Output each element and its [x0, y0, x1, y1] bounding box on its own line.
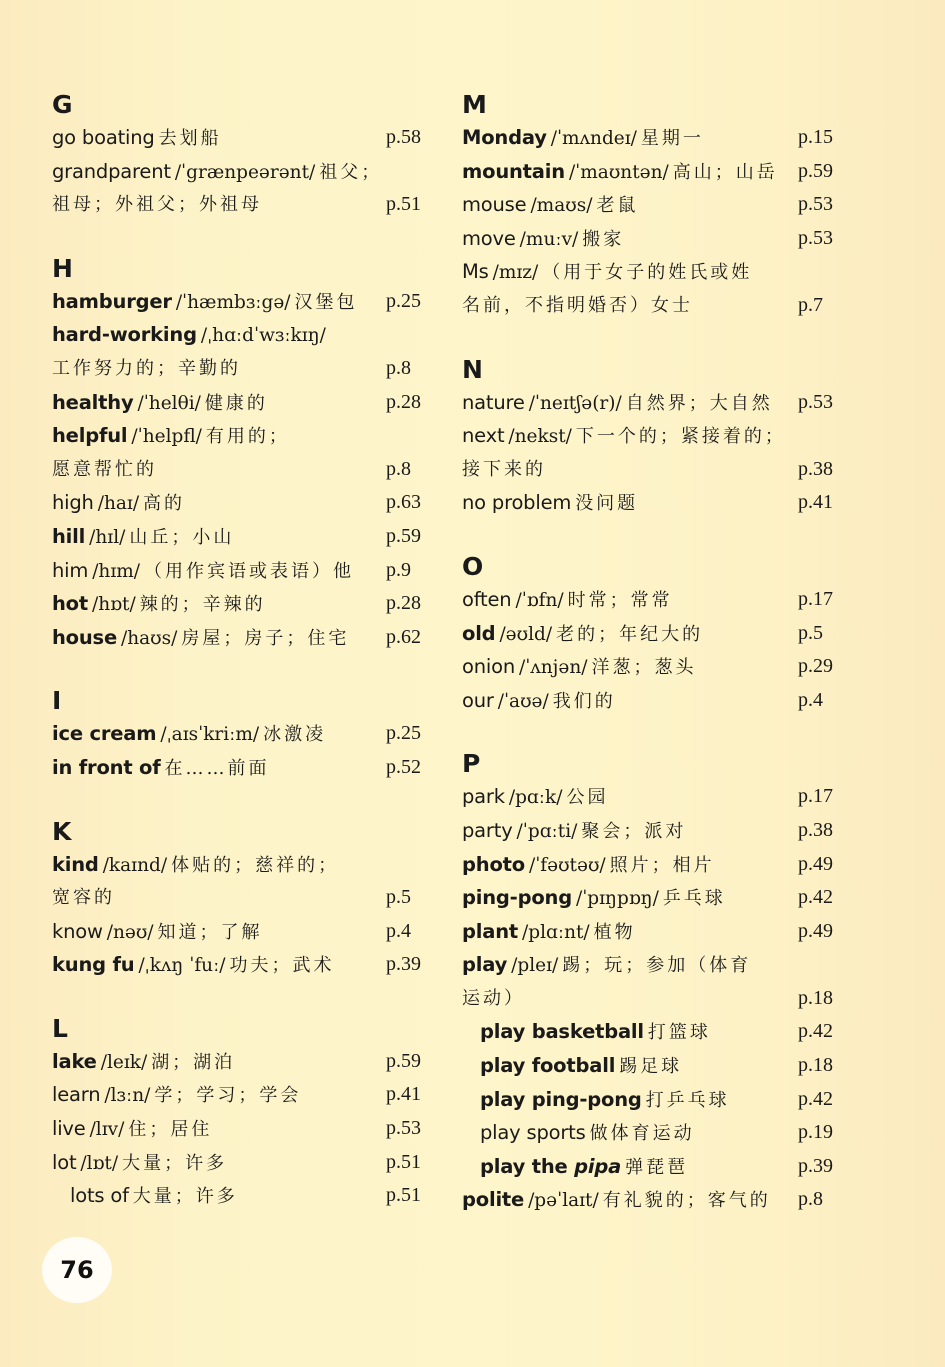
entry-chinese-meaning: 打乒乓球 — [645, 1089, 730, 1111]
entry-phonetic: /ˌhɑːdˈwɜːkɪŋ/ — [200, 325, 326, 347]
glossary-entry — [462, 1083, 842, 1117]
glossary-entry-continuation — [52, 352, 430, 386]
entry-chinese-meaning: 学；学习；学会 — [154, 1085, 302, 1107]
entry-chinese-meaning: 聚会；派对 — [581, 820, 687, 842]
entry-word-italic: pipa — [574, 1154, 622, 1178]
entry-page-ref: p.18 — [798, 986, 833, 1009]
glossary-entry — [52, 285, 430, 319]
entry-chinese-meaning: 有礼貌的；客气的 — [602, 1190, 771, 1212]
entry-page-ref: p.28 — [386, 390, 421, 413]
entry-page-ref: p.38 — [798, 818, 833, 841]
glossary-entry — [462, 650, 842, 684]
entry-phonetic: /hɒt/ — [92, 594, 136, 616]
glossary-entry — [462, 948, 842, 982]
entry-page-ref: p.41 — [386, 1083, 421, 1106]
entry-word: lot — [52, 1150, 77, 1174]
section-letter-heading: G — [52, 90, 73, 119]
entry-page-ref: p.7 — [798, 293, 823, 316]
glossary-entry — [52, 1078, 430, 1112]
entry-chinese-meaning: 在……前面 — [164, 757, 270, 779]
entry-page-ref: p.58 — [386, 126, 421, 148]
entry-phonetic: /pleɪ/ — [511, 955, 559, 977]
entry-chinese-meaning: 老的；年纪大的 — [556, 623, 704, 645]
glossary-entry — [52, 486, 430, 520]
glossary-right-column — [462, 88, 842, 1247]
entry-phonetic: /ˈpɑːti/ — [516, 820, 578, 842]
entry-chinese-meaning: 知道；了解 — [157, 921, 263, 943]
entry-word: polite — [462, 1188, 525, 1212]
entry-phonetic: /nəʊ/ — [106, 921, 154, 943]
entry-page-ref: p.8 — [386, 457, 411, 480]
glossary-entry — [52, 751, 430, 785]
page-number-badge — [42, 1237, 112, 1303]
entry-chinese-meaning: 大量；许多 — [122, 1152, 228, 1174]
entry-chinese-meaning: 做体育运动 — [589, 1123, 695, 1145]
entry-word: play basketball — [480, 1020, 644, 1044]
entry-phonetic: /ˈhelθi/ — [137, 392, 201, 414]
entry-page-ref: p.25 — [386, 289, 421, 312]
entry-phonetic: /ˌaɪsˈkriːm/ — [160, 724, 260, 746]
glossary-entry — [462, 255, 842, 289]
entry-page-ref: p.49 — [798, 919, 833, 942]
entry-word: lots of — [70, 1184, 129, 1208]
entry-chinese-meaning: 接下来的 — [462, 458, 546, 480]
entry-chinese-meaning: 山丘；小山 — [129, 526, 235, 548]
entry-phonetic: /leɪk/ — [100, 1051, 148, 1073]
entry-page-ref: p.51 — [386, 1150, 421, 1173]
glossary-entry — [52, 1045, 430, 1079]
entry-phonetic: /pəˈlaɪt/ — [528, 1190, 599, 1212]
entry-word: mountain — [462, 159, 565, 183]
entry-phonetic: /ˈaʊə/ — [497, 690, 549, 712]
glossary-entry-continuation — [462, 289, 842, 323]
glossary-entry — [462, 386, 842, 420]
entry-word: no problem — [462, 491, 572, 515]
glossary-entry — [52, 717, 430, 751]
entry-page-ref: p.38 — [798, 457, 833, 480]
section-letter-heading: O — [462, 551, 484, 581]
glossary-entry — [462, 915, 842, 949]
entry-page-ref: p.18 — [798, 1054, 833, 1077]
entry-chinese-meaning: 踢；玩；参加（体育 — [562, 955, 752, 977]
entry-word: Ms — [462, 260, 489, 284]
entry-page-ref: p.62 — [386, 625, 421, 648]
entry-page-ref: p.4 — [798, 688, 823, 711]
entry-chinese-meaning: 功夫；武术 — [229, 955, 335, 977]
entry-word: next — [462, 424, 505, 448]
entry-chinese-meaning: 植物 — [593, 921, 636, 943]
entry-phonetic: /ˈɒfn/ — [515, 589, 564, 611]
entry-phonetic: /hɪl/ — [89, 526, 126, 548]
section-p — [462, 747, 842, 1217]
entry-phonetic: /plɑːnt/ — [522, 921, 590, 943]
entry-phonetic: /nekst/ — [508, 426, 572, 448]
entry-chinese-meaning: 大量；许多 — [132, 1186, 238, 1208]
entry-page-ref: p.8 — [386, 356, 411, 379]
glossary-entry — [462, 848, 842, 882]
entry-chinese-meaning: 弹琵琶 — [625, 1156, 689, 1178]
entry-chinese-meaning: 踢足球 — [619, 1056, 683, 1078]
section-g — [52, 88, 430, 222]
entry-page-ref: p.42 — [798, 1087, 833, 1110]
entry-page-ref: p.28 — [386, 592, 421, 615]
glossary-entry — [462, 1116, 842, 1150]
entry-phonetic: /pɑːk/ — [508, 787, 563, 809]
entry-word: play ping-pong — [480, 1087, 642, 1111]
entry-page-ref: p.53 — [386, 1117, 421, 1140]
entry-chinese-meaning: 宽容的 — [52, 887, 115, 909]
entry-page-ref: p.19 — [798, 1121, 833, 1144]
glossary-entry — [462, 617, 842, 651]
entry-phonetic: /haɪ/ — [97, 493, 140, 515]
entry-word: move — [462, 226, 516, 250]
entry-chinese-meaning: 打篮球 — [647, 1022, 711, 1044]
glossary-entry — [52, 419, 430, 453]
entry-phonetic: /ˈneɪtʃə(r)/ — [528, 392, 622, 414]
entry-word: play football — [480, 1054, 616, 1078]
page-number: 76 — [60, 1256, 94, 1284]
entry-chinese-meaning: 愿意帮忙的 — [52, 458, 157, 480]
glossary-entry — [462, 1183, 842, 1217]
glossary-entry — [462, 1015, 842, 1049]
entry-page-ref: p.42 — [798, 1020, 833, 1043]
entry-page-ref: p.53 — [798, 193, 833, 216]
glossary-entry — [462, 814, 842, 848]
entry-phonetic: /əʊld/ — [499, 623, 553, 645]
entry-phonetic: /kaɪnd/ — [102, 854, 168, 876]
glossary-entry-continuation — [52, 453, 430, 487]
entry-phonetic: /ˌkʌŋ ˈfuː/ — [138, 955, 226, 977]
entry-page-ref: p.49 — [798, 852, 833, 875]
glossary-entry — [52, 554, 430, 588]
entry-chinese-meaning: 自然界；大自然 — [625, 392, 773, 414]
glossary-entry — [52, 948, 430, 982]
entry-page-ref: p.5 — [386, 886, 411, 909]
entry-page-ref: p.17 — [798, 785, 833, 808]
entry-chinese-meaning: （用于女子的姓氏或姓 — [542, 262, 753, 284]
glossary-entry — [462, 222, 842, 256]
entry-phonetic: /ˈhæmbɜːgə/ — [175, 291, 291, 313]
glossary-entry — [52, 915, 430, 949]
entry-page-ref: p.39 — [798, 1154, 833, 1177]
entry-word: our — [462, 688, 494, 712]
entry-word: play the pipa — [480, 1154, 622, 1178]
entry-word: live — [52, 1117, 86, 1141]
entry-page-ref: p.53 — [798, 390, 833, 413]
entry-page-ref: p.5 — [798, 621, 823, 644]
entry-page-ref: p.52 — [386, 755, 421, 778]
entry-word: healthy — [52, 390, 134, 414]
section-l — [52, 1012, 430, 1213]
glossary-entry-continuation — [462, 982, 842, 1016]
glossary-entry-continuation — [52, 881, 430, 915]
entry-chinese-meaning: 有用的； — [205, 426, 290, 448]
entry-page-ref: p.59 — [386, 524, 421, 547]
entry-chinese-meaning: 健康的 — [204, 392, 268, 414]
glossary-entry-continuation — [462, 453, 842, 487]
entry-word: high — [52, 491, 94, 515]
section-h — [52, 252, 430, 655]
section-letter-heading: N — [462, 354, 483, 384]
entry-word: ice cream — [52, 722, 157, 746]
section-letter-heading: H — [52, 253, 73, 283]
entry-word: plant — [462, 919, 519, 943]
entry-word: learn — [52, 1083, 101, 1107]
section-letter-heading: M — [462, 90, 487, 119]
entry-page-ref: p.4 — [386, 919, 411, 942]
glossary-entry — [462, 419, 842, 453]
entry-phonetic: /mɪz/ — [492, 262, 539, 284]
glossary-entry — [52, 155, 430, 189]
entry-word: grandparent — [52, 159, 171, 183]
entry-chinese-meaning: 没问题 — [575, 493, 639, 515]
entry-phonetic: /lɒt/ — [80, 1152, 119, 1174]
glossary-entry-continuation — [52, 188, 430, 222]
entry-chinese-meaning: 洋葱；葱头 — [591, 657, 697, 679]
entry-page-ref: p.59 — [798, 159, 833, 182]
entry-chinese-meaning: 星期一 — [640, 128, 704, 149]
entry-page-ref: p.8 — [798, 1188, 823, 1211]
glossary-entry — [462, 780, 842, 814]
entry-chinese-meaning: 时常；常常 — [567, 589, 673, 611]
entry-chinese-meaning: 体贴的；慈祥的； — [171, 854, 340, 876]
entry-word: hill — [52, 524, 86, 548]
entry-word: mouse — [462, 193, 527, 217]
entry-word: house — [52, 625, 117, 649]
entry-chinese-meaning: 高山；山岳 — [672, 161, 778, 183]
section-letter-heading: L — [52, 1013, 68, 1043]
entry-chinese-meaning: 搬家 — [582, 228, 625, 250]
entry-phonetic: /ˈmʌndeɪ/ — [550, 128, 637, 149]
entry-word: onion — [462, 655, 515, 679]
entry-word: ping-pong — [462, 886, 572, 910]
entry-page-ref: p.63 — [386, 491, 421, 514]
glossary-entry — [462, 684, 842, 718]
entry-page-ref: p.51 — [386, 193, 421, 216]
entry-chinese-meaning: （用作宾语或表语）他 — [144, 560, 355, 582]
glossary-entry — [52, 848, 430, 882]
entry-page-ref: p.29 — [798, 655, 833, 678]
section-letter-heading: I — [52, 686, 62, 716]
glossary-entry — [52, 1112, 430, 1146]
section-k — [52, 815, 430, 982]
entry-phonetic: /ˈʌnjən/ — [519, 657, 588, 679]
entry-page-ref: p.15 — [798, 126, 833, 148]
section-n — [462, 353, 842, 520]
entry-word: often — [462, 587, 512, 611]
entry-chinese-meaning: 房屋；房子；住宅 — [181, 627, 350, 649]
entry-word: play sports — [480, 1121, 586, 1145]
glossary-entry — [462, 188, 842, 222]
entry-word: hamburger — [52, 289, 172, 313]
entry-word: hard-working — [52, 323, 197, 347]
glossary-entry — [462, 1049, 842, 1083]
glossary-entry — [462, 583, 842, 617]
entry-word: hot — [52, 592, 89, 616]
entry-chinese-meaning: 冰激凌 — [263, 724, 327, 746]
glossary-entry — [462, 1150, 842, 1184]
entry-chinese-meaning: 湖；湖泊 — [151, 1051, 236, 1073]
entry-word: old — [462, 621, 496, 645]
glossary-entry — [52, 318, 430, 352]
entry-chinese-meaning: 老鼠 — [596, 195, 639, 217]
entry-chinese-meaning: 运动） — [462, 987, 525, 1009]
entry-chinese-meaning: 名前，不指明婚否）女士 — [462, 294, 693, 316]
entry-phonetic: /ˈgrænpeərənt/ — [174, 161, 316, 183]
entry-word: lake — [52, 1049, 97, 1073]
glossary-entry — [52, 1179, 430, 1213]
entry-page-ref: p.41 — [798, 491, 833, 514]
entry-chinese-meaning: 工作努力的；辛勤的 — [52, 357, 241, 379]
entry-chinese-meaning: 下一个的；紧接着的； — [575, 426, 786, 448]
entry-word: know — [52, 919, 103, 943]
entry-phonetic: /haʊs/ — [121, 627, 178, 649]
glossary-entry — [462, 121, 842, 155]
entry-word: photo — [462, 852, 525, 876]
entry-word: him — [52, 558, 89, 582]
glossary-entry — [52, 1146, 430, 1180]
entry-chinese-meaning: 去划船 — [158, 128, 222, 149]
entry-chinese-meaning: 辣的；辛辣的 — [139, 594, 266, 616]
glossary-entry — [52, 520, 430, 554]
entry-page-ref: p.59 — [386, 1049, 421, 1072]
entry-chinese-meaning: 公园 — [566, 787, 609, 809]
glossary-entry — [52, 587, 430, 621]
entry-word: nature — [462, 390, 525, 414]
entry-phonetic: /hɪm/ — [92, 560, 141, 582]
entry-word: go boating — [52, 126, 155, 149]
section-letter-heading: K — [52, 816, 72, 846]
glossary-entry — [52, 121, 430, 155]
entry-word: party — [462, 818, 513, 842]
entry-phonetic: /lɜːn/ — [104, 1085, 151, 1107]
entry-word: in front of — [52, 755, 161, 779]
entry-page-ref: p.17 — [798, 587, 833, 610]
glossary-left-column — [52, 88, 430, 1243]
entry-page-ref: p.39 — [386, 953, 421, 976]
entry-phonetic: /ˈmaʊntən/ — [568, 161, 669, 183]
glossary-entry — [462, 486, 842, 520]
entry-chinese-meaning: 乒乓球 — [662, 888, 726, 910]
entry-phonetic: /ˈfəʊtəʊ/ — [528, 854, 606, 876]
entry-chinese-meaning: 祖母；外祖父；外祖母 — [52, 194, 262, 216]
entry-chinese-meaning: 照片；相片 — [609, 854, 715, 876]
entry-word: kung fu — [52, 953, 135, 977]
glossary-entry — [52, 386, 430, 420]
entry-chinese-meaning: 我们的 — [552, 690, 616, 712]
entry-word: park — [462, 785, 505, 809]
entry-phonetic: /maʊs/ — [530, 195, 593, 217]
entry-page-ref: p.42 — [798, 886, 833, 909]
entry-phonetic: /ˈhelpfl/ — [131, 426, 202, 448]
entry-page-ref: p.51 — [386, 1184, 421, 1207]
entry-page-ref: p.53 — [798, 226, 833, 249]
entry-chinese-meaning: 汉堡包 — [294, 291, 358, 313]
glossary-entry — [462, 155, 842, 189]
entry-word: helpful — [52, 424, 128, 448]
entry-phonetic: /ˈpɪŋpɒŋ/ — [575, 888, 659, 910]
section-o — [462, 550, 842, 717]
entry-phonetic: /lɪv/ — [89, 1119, 125, 1141]
entry-phonetic: /muːv/ — [519, 228, 579, 250]
entry-chinese-meaning: 祖父； — [319, 161, 383, 183]
section-i — [52, 684, 430, 784]
entry-chinese-meaning: 住；居住 — [128, 1119, 213, 1141]
glossary-entry — [52, 621, 430, 655]
entry-word: kind — [52, 852, 99, 876]
section-m — [462, 88, 842, 323]
entry-word: play — [462, 953, 508, 977]
glossary-entry — [462, 881, 842, 915]
entry-page-ref: p.9 — [386, 558, 411, 581]
section-letter-heading: P — [462, 749, 481, 779]
entry-page-ref: p.25 — [386, 722, 421, 745]
entry-chinese-meaning: 高的 — [143, 493, 186, 515]
entry-word: Monday — [462, 126, 547, 149]
